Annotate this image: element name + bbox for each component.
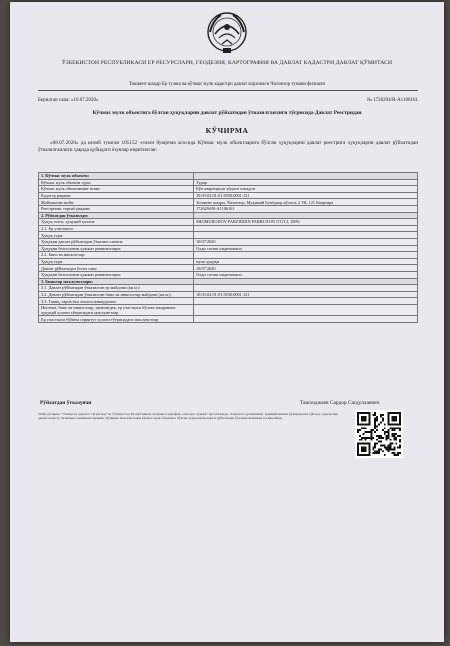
row-value: Турар (194, 179, 418, 186)
table-section-row (39, 212, 418, 219)
row-label: 3.3. Такиқ, гаров ёки чеклов мавжудлиги: (39, 298, 194, 305)
table-row (39, 238, 418, 245)
row-label: Ҳуқуқни белгиловчи ҳужжат реквизитлари: (39, 245, 194, 252)
table-row (39, 179, 418, 186)
row-value (194, 212, 418, 219)
document-heading: КЎЧИРМА (205, 126, 249, 135)
row-label: 2.2. Бино ва иншоотлар: (39, 252, 194, 259)
row-label: 2. Рўйхатдан ўтказилди: (39, 212, 194, 219)
row-value (194, 278, 418, 285)
row-label: Давлат рўйхатидан ўтган сана: (39, 265, 194, 272)
table-row (39, 271, 418, 278)
document-page (10, 2, 444, 642)
row-label: Ҳуқуқни давлат рўйхатидан ўтказиш санаси: (39, 238, 194, 245)
table-row (39, 225, 418, 232)
row-value (194, 316, 418, 323)
row-label: 3.2. Давлат рўйхатидан ўтказилган бино ва иншоотлар майдони (кв.м.): (39, 291, 194, 298)
table-row (39, 219, 418, 226)
row-label: 3. Бинолар маълумотлари: (39, 278, 194, 285)
table-row (39, 298, 418, 305)
row-value: 10/07/2020 (194, 265, 418, 272)
registrar-name: Ташходжаев Сардор Сагдуллаевич (300, 400, 380, 406)
registry-table (38, 172, 418, 323)
table-row (39, 186, 418, 193)
row-value: 10/07/2020 (194, 238, 418, 245)
table-row (39, 304, 418, 316)
table-section-row (39, 173, 418, 180)
table-row (39, 291, 418, 298)
row-value: 1726294/R-A1106161 (194, 205, 418, 212)
table-row (39, 232, 418, 239)
row-label: Ҳуқуқ тури: (39, 232, 194, 239)
row-label: Ҳуқуқ тури: (39, 258, 194, 265)
row-value: 10:03:02:01:01:5030:0001:121 (194, 291, 418, 298)
state-emblem-icon (205, 10, 249, 56)
table-row (39, 192, 418, 199)
table-row (39, 285, 418, 292)
row-value (194, 225, 418, 232)
legal-fine-print: Ушбу кўчирма "Электрон ҳукумат тўғрисида"ги Ўзбекистон Республикаси қонунига мувофиқ электрон ҳужжат ҳисобланади. Электрон ҳужжатнинг ҳақиқийлигини кўчирмадаги QR-код орқали ёки давлат кадастр тизимида текшириш мумкин. Кўчирма маълумотлари кўчмас мулк объектига бўлган ҳуқуқларни давлат рўйхатидан ўтказилганлигини тасдиқлайди. (38, 412, 338, 421)
branch-name: Тошкент шаҳар Ер тузиш ва кўчмас мулк кадастри давлат корхонаси Чилонзор тумани филиали (129, 82, 325, 87)
row-label: Ҳуқуқни белгиловчи ҳужжат реквизитлари: (39, 271, 194, 278)
organization-name: ЎЗБЕКИСТОН РЕСПУБЛИКАСИ ЕР РЕСУРСЛАРИ, ГЕОДЕЗИЯ, КАРТОГРАФИЯ ВА ДАВЛАТ КАДАСТРИ ДАВЛАТ ҚЎМИТАСИ (61, 60, 393, 66)
table-row (39, 205, 418, 212)
issue-date: Берилган сана: «10.07.2020» (38, 98, 99, 103)
document-title: Кўчмас мулк объектига бўлган ҳуқуқларни давлат рўйхатидан ўтказилганлиги тўғрисида Давлат Реестридан (92, 110, 362, 116)
row-value: мулк ҳуқуқи (194, 258, 418, 265)
table-section-row (39, 278, 418, 285)
table-row (39, 245, 418, 252)
table-row (39, 199, 418, 206)
table-row (39, 316, 418, 323)
row-value (194, 252, 418, 259)
registrar-label: Рўйхатдан ўтказувчи (40, 400, 92, 406)
row-value: Кўп квартирали уйдаги хонадон (194, 186, 418, 193)
row-label: 2.1. Ер участкаси: (39, 225, 194, 232)
row-value (194, 304, 418, 316)
row-value: 10:03:02:01:01:5030:0001:121 (194, 192, 418, 199)
row-value (194, 298, 418, 305)
row-value: SHOMURODOV FARZIDDIN FARRUXON O'G'LI, 100% (194, 219, 418, 226)
table-row (39, 252, 418, 259)
header-divider (38, 90, 418, 91)
row-label: Кўчмас мулк объекти тури: (39, 179, 194, 186)
row-value (194, 173, 418, 180)
row-label: Кадастр рақами: (39, 192, 194, 199)
qr-code-icon (355, 410, 403, 458)
row-label: Ер участкаси бўйича сервитут ҳолати тўғрисидаги маълумотлар (39, 316, 194, 323)
row-label: 3.1. Давлат рўйхатидан ўтказилган ер майдони (кв.м.): (39, 285, 194, 292)
row-label: 1. Кўчмас мулк объекти: (39, 173, 194, 180)
row-label: Реестрнинг тартиб рақами: (39, 205, 194, 212)
row-value: Олди сотиш шартномаси (194, 245, 418, 252)
table-row (39, 258, 418, 265)
table-row (39, 265, 418, 272)
row-value: Тошкент шаҳри, Чилонзор, Муқимий Бунёдкор кўчаси, 2 Уй, 121 Квартира (194, 199, 418, 206)
row-label: Кўчмас мулк объектининг номи: (39, 186, 194, 193)
row-value (194, 285, 418, 292)
row-label: Ипотека, бино ва иншоотлар, шунингдек, ер участкаси бўлган ижаранинг ҳуқуқий ҳолати тўғрисидаги маълумотлар (39, 304, 194, 316)
row-label: Жойлашган жойи: (39, 199, 194, 206)
row-value: Олди сотиш шартномаси (194, 271, 418, 278)
row-value (194, 232, 418, 239)
row-label: Ҳуқуқ эгаси, ҳуқуқий ҳолати: (39, 219, 194, 226)
document-number: № 1726294/R-A1106161 (367, 98, 418, 103)
intro-paragraph: «08.07.2020» да келиб тушган 105152 -сонли буюртма асосида Кўчмас мулк объектларига бўлган ҳуқуқларни давлат реестрига ҳуқуқларни давлат рўйхатидан ўтказилганлиги ҳақида қуйидаги ёзувлар киритилган: (38, 140, 418, 153)
